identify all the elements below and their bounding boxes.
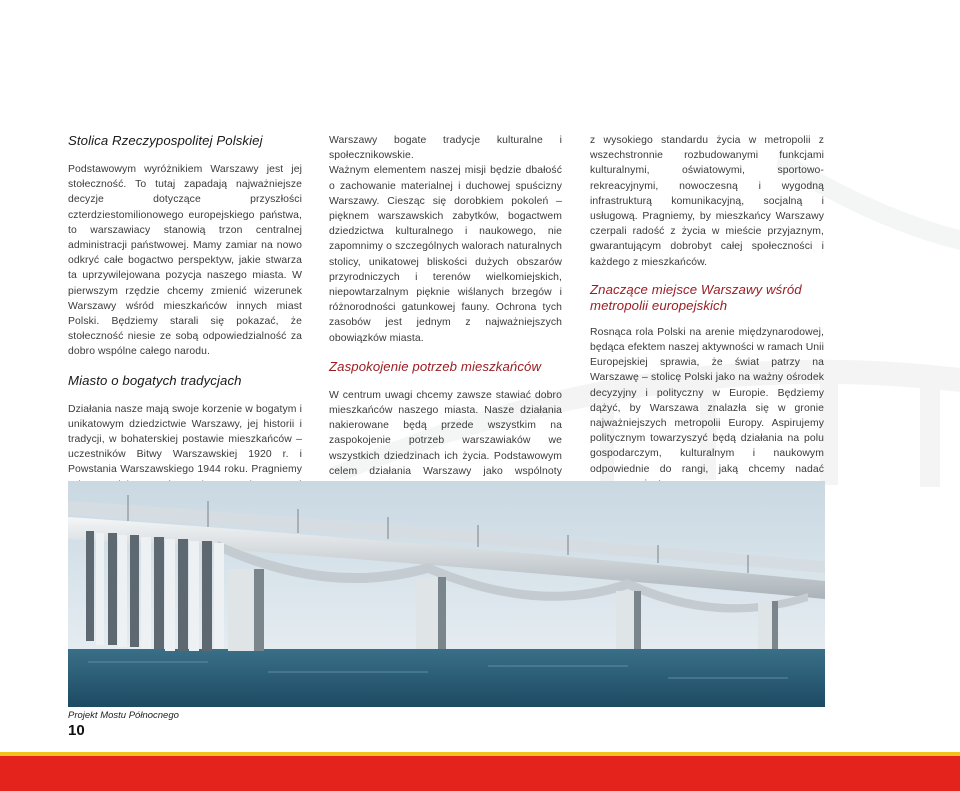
text-column-1 <box>68 133 302 508</box>
section-heading-traditions: Miasto o bogatych tradycjach <box>68 372 242 388</box>
section-heading-residents: Zaspokojenie potrzeb mieszkańców <box>329 358 542 374</box>
section-heading-european-metropolis: Znaczące miejsce Warszawy wśród metropolii europejskich <box>590 281 802 313</box>
text-column-2 <box>329 133 562 509</box>
paragraph: Rosnąca rola Polski na arenie międzynarodowej, będąca efektem naszej aktywności w ramach Unii Europejskiej sprawia, że świat patrzy na Warszawę – stolicę Polski jako na ważny ośrodek decyzyjny i polityczny w Europie. Będziemy dążyć, by Warszawa znalazła się w gronie najważniejszych metropolii Europy. Aspirujemy politycznym towarzyszyć będą działania na polu gospodarczym, kulturalnym i naukowym odpowiednie do rangi, jaką chcemy nadać <box>590 326 824 475</box>
bridge-photo <box>68 481 825 707</box>
paragraph: Warszawy bogate tradycje kulturalne i społecznikowskie. <box>329 135 562 162</box>
paragraph: Ważnym elementem naszej misji będzie dbałość o zachowanie materialnej i duchowej spuścizny Warszawy. Ciesząc się dorobkiem pokoleń – pięknem warszawskich zabytków, bogactwem dziedzictwa kulturalnego i naukowego, nie zapomnimy o szczególnych walorach naturalnych stolicy, unikatowej bliskości dużych obszarów przyrodniczych i terenów wielkomiejskich, niepowtarzalnym pięknie wiślanych brzegów i różnorodności gatunkowej fauny. Ochrona tych zasobów jest jednym z najważniejszych obowiązków miasta. <box>329 165 562 344</box>
paragraph: z wysokiego standardu życia w metropolii z wszechstronnie rozbudowanymi funkcjami kulturalnymi, oświatowymi, sportowo-rekreacyjnymi, nowoczesną i wygodną infrastrukturą komunikacyjną, socjalną i usługową. Pragniemy, by mieszkańcy Warszawy czerpali radość z życia w mieście przyjaznym, gwarantującym dobrobyt całej społeczności i każdego z mieszkańców. <box>590 135 824 268</box>
section-heading-capital: Stolica Rzeczypospolitej Polskiej <box>68 133 263 148</box>
text-column-3 <box>590 133 824 492</box>
paragraph: W centrum uwagi chcemy zawsze stawiać dobro mieszkańców naszego miasta. Nasze działania nakierowane będą przede wszystkim na zaspokojenie potrzeb warszawiaków we wszystkich dziedzinach ich życia. Podstawowym celem działania Warszawy jako wspólnoty <box>329 389 562 477</box>
footer-red-band <box>0 756 960 791</box>
figure-caption: Projekt Mostu Północnego <box>68 710 179 721</box>
bridge-illustration <box>68 481 825 707</box>
paragraph: Działania nasze mają swoje korzenie w bogatym i unikatowym dziedzictwie Warszawy, jej historii i tradycji, w bohaterskiej postawie mieszkańców – uczestników Bitwy Warszawskiej 1920 r. i Powstania Warszawskiego 1944 roku. Pragniemy <box>68 403 302 476</box>
paragraph: Podstawowym wyróżnikiem Warszawy jest jej stołeczność. To tutaj zapadają najważniejsze decyzje dotyczące przyszłości czterdziestomilionowego europejskiego państwa, to warszawiacy stanowią trzon centralnej administracji państwowej. Mamy zamiar na nowo odkryć całe bogactwo perspektyw, jakie stwarza ta uprzywilejowana pozycja naszego miasta. W pierwszym rzędzie chcemy zmienić wizerunek Warszawy wśród mieszkańców innych miast Polski. Będziemy starali się pokazać, że stołeczność niesie ze sobą odpowiedzialność za dobro wspólne całego narodu. <box>68 164 302 358</box>
page-number: 10 <box>68 722 85 739</box>
